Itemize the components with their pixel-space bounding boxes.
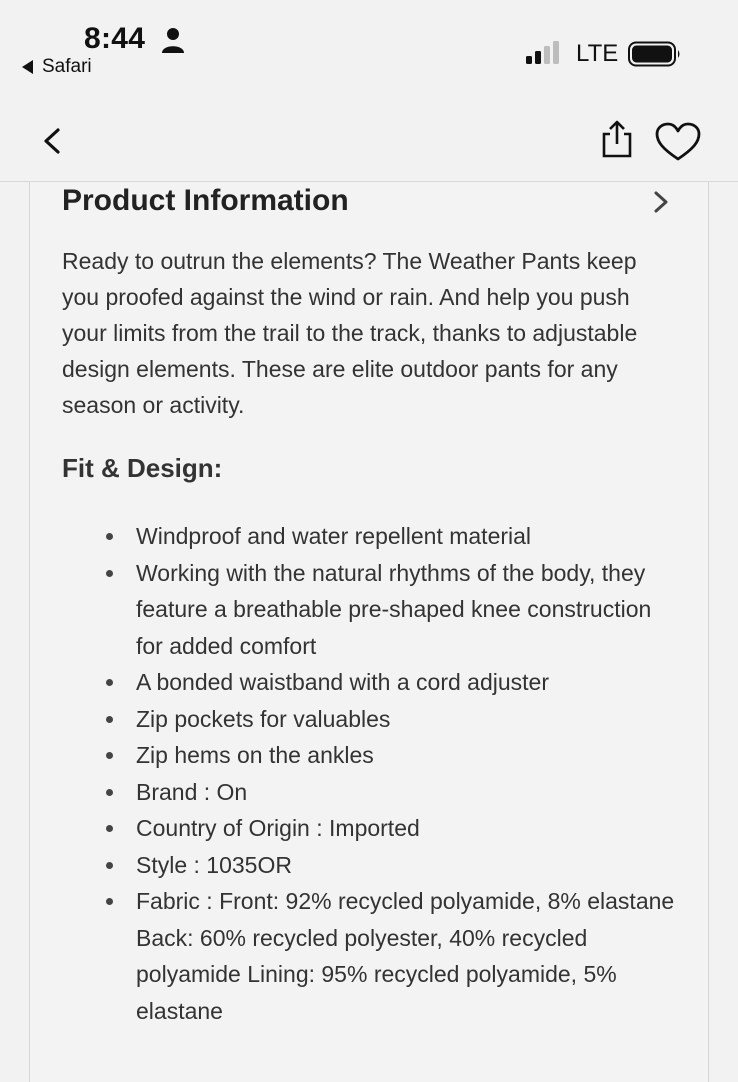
product-info-card xyxy=(29,182,709,1082)
list-item xyxy=(62,847,682,884)
chevron-left-icon[interactable] xyxy=(40,126,64,156)
list-item xyxy=(62,883,682,1029)
chevron-right-icon[interactable] xyxy=(653,190,669,214)
bullet-dot-icon xyxy=(106,825,113,832)
list-item xyxy=(62,701,682,738)
list-item xyxy=(62,518,682,555)
bullet-dot-icon xyxy=(106,679,113,686)
bullet-dot-icon xyxy=(106,570,113,577)
list-item-text: A bonded waistband with a cord adjuster xyxy=(136,669,549,695)
product-info-header[interactable] xyxy=(62,182,682,222)
list-item xyxy=(62,664,682,701)
list-item-text: Brand : On xyxy=(136,778,248,805)
list-item-text: Windproof and water repellent material xyxy=(136,523,532,549)
nav-bar xyxy=(0,100,738,182)
share-icon[interactable] xyxy=(600,120,634,160)
bullet-dot-icon xyxy=(106,862,113,869)
back-app-label: Safari xyxy=(42,56,92,77)
list-item-text: Zip pockets for valuables xyxy=(136,705,391,732)
bullet-dot-icon xyxy=(106,789,113,796)
product-info-title: Product Information xyxy=(62,184,349,217)
list-item-text: Working with the natural rhythms of the body, they feature a breathable pre-shaped knee construction for added comfort xyxy=(136,559,652,659)
list-item-text: Zip hems on the ankles xyxy=(136,742,374,768)
status-time: 8:44 xyxy=(84,22,146,55)
heart-icon[interactable] xyxy=(654,122,702,162)
list-item xyxy=(62,737,682,774)
list-item-text: Fabric : Front: 92% recycled polyamide, 8% elastane Back: 60% recycled polyester, 40% recycled polyamide Lining: 95% recycled polyamide, 5% elastane xyxy=(136,888,675,1024)
list-item xyxy=(62,774,682,811)
bullet-dot-icon xyxy=(106,533,113,540)
fit-design-list xyxy=(62,518,682,1029)
signal-strength-icon xyxy=(526,41,564,65)
list-item xyxy=(62,810,682,847)
fit-design-title: Fit & Design: xyxy=(62,453,223,483)
bullet-dot-icon xyxy=(106,716,113,723)
list-item xyxy=(62,555,682,665)
person-icon xyxy=(161,27,185,53)
back-to-app-link[interactable] xyxy=(22,56,92,78)
back-triangle-icon xyxy=(22,60,33,74)
network-label: LTE xyxy=(576,40,619,67)
status-bar xyxy=(0,0,738,100)
bullet-dot-icon xyxy=(106,752,113,759)
list-item-text: Country of Origin : Imported xyxy=(136,815,420,841)
battery-icon xyxy=(628,41,682,67)
bullet-dot-icon xyxy=(106,898,113,905)
product-description: Ready to outrun the elements? The Weather Pants keep you proofed against the wind or rain. And help you push your limits from the trail to the track, thanks to adjustable design elements. These are elite outdoor pants for any season or activity. xyxy=(62,248,638,418)
list-item-text: Style : 1035OR xyxy=(136,851,292,878)
